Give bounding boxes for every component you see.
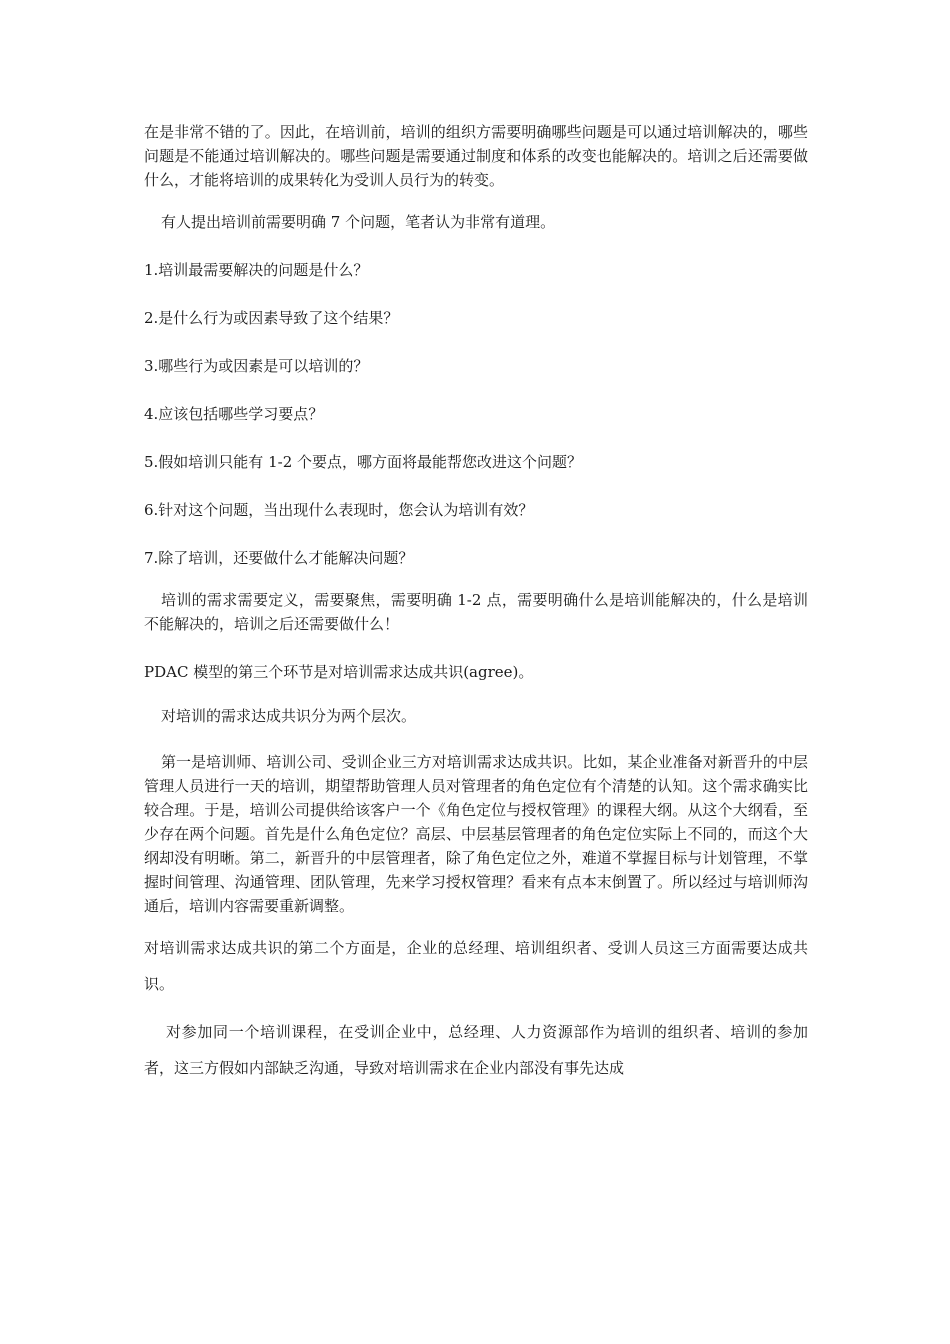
document-page xyxy=(144,120,808,1086)
paragraph-1: 在是非常不错的了。因此，在培训前，培训的组织方需要明确哪些问题是可以通过培训解决的，哪些问题是不能通过培训解决的。哪些问题是需要通过制度和体系的改变也能解决的。培训之后还需要做什么，才能将培训的成果转化为受训人员行为的转变。 xyxy=(144,123,808,189)
paragraph-second-level: 对培训需求达成共识的第二个方面是，企业的总经理、培训组织者、受训人员这三方面需要达成共识。 xyxy=(144,939,808,993)
paragraph-2: 有人提出培训前需要明确 7 个问题，笔者认为非常有道理。 xyxy=(161,213,556,231)
list-item-6: 6.针对这个问题，当出现什么表现时，您会认为培训有效？ xyxy=(144,501,534,519)
paragraph-communication: 对参加同一个培训课程，在受训企业中，总经理、人力资源部作为培训的组织者、培训的参加者，这三方假如内部缺乏沟通，导致对培训需求在企业内部没有事先达成 xyxy=(144,1023,808,1077)
list-item-2: 2.是什么行为或因素导致了这个结果？ xyxy=(144,309,399,327)
paragraph-two-levels: 对培训的需求达成共识分为两个层次。 xyxy=(161,707,417,725)
list-item-5: 5.假如培训只能有 1-2 个要点，哪方面将最能帮您改进这个问题？ xyxy=(144,453,583,471)
list-item-7: 7.除了培训，还要做什么才能解决问题？ xyxy=(144,549,414,567)
paragraph-pdac: PDAC 模型的第三个环节是对培训需求达成共识(agree)。 xyxy=(144,663,534,681)
list-item-4: 4.应该包括哪些学习要点？ xyxy=(144,405,324,423)
paragraph-summary: 培训的需求需要定义，需要聚焦，需要明确 1-2 点，需要明确什么是培训能解决的，什么是培训不能解决的，培训之后还需要做什么！ xyxy=(144,591,808,633)
list-item-1: 1.培训最需要解决的问题是什么？ xyxy=(144,261,369,279)
list-item-3: 3.哪些行为或因素是可以培训的？ xyxy=(144,357,369,375)
paragraph-first-level: 第一是培训师、培训公司、受训企业三方对培训需求达成共识。比如，某企业准备对新晋升的中层管理人员进行一天的培训，期望帮助管理人员对管理者的角色定位有个清楚的认知。这个需求确实比较合理。于是，培训公司提供给该客户一个《角色定位与授权管理》的课程大纲。从这个大纲看，至少存在两个问题。首先是什么角色定位？高层、中层基层管理者的角色定位实际上不同的，而这个大纲却没有明晰。第二，新晋升的中层管理者，除了角色定位之外，难道不掌握目标与计划管理，不掌握时间管理、沟通管理、团队管理，先来学习授权管理？看来有点本末倒置了。所以经过与培训师沟通后，培训内容需要重新调整。 xyxy=(144,753,808,915)
